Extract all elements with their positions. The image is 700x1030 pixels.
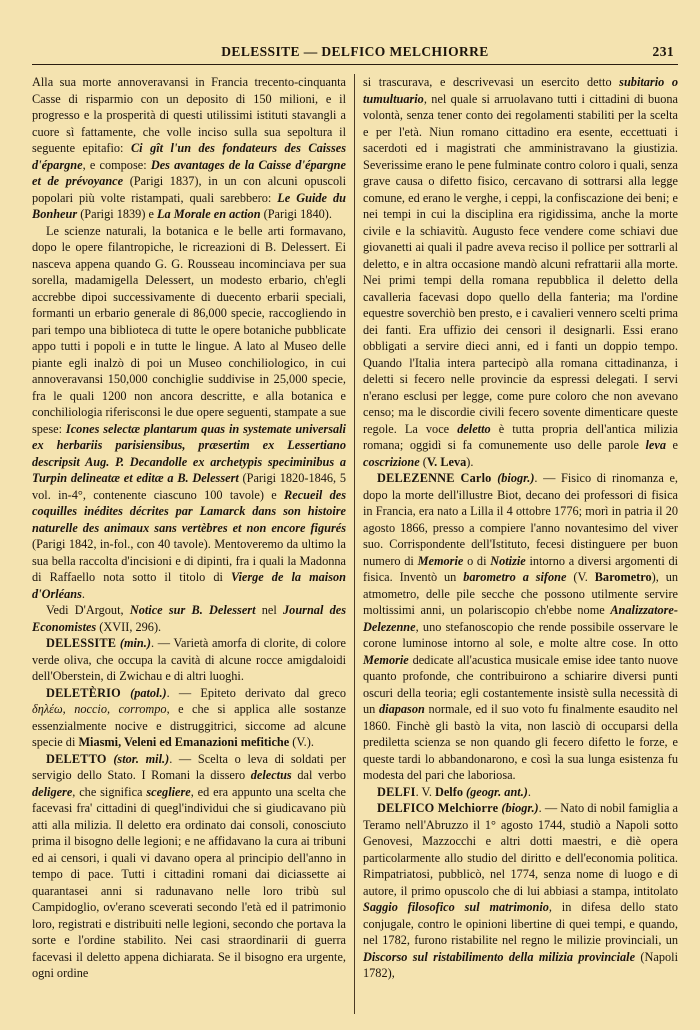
term: Notizie (490, 553, 526, 568)
text: ). (466, 454, 474, 469)
entry-deletto (32, 751, 346, 982)
book-title: Le Guide du Bonheur (32, 190, 346, 221)
term: barometro a sifone (463, 570, 567, 584)
entry-text: . — Nato di nobil famiglia a Teramo nell'Abruzzo il 1° agosto 1744, studiò a Napoli sotto Genovesi, Mazzocchi e altri dotti maestri, e diè opera particolarmente allo studio del diritto e dell'economia politica. Rimpatriatosi, pubblicò, nel 1774, senza nome di luogo e di autore, il primo opuscolo che di lui abbiasi a stampa, intitolato (363, 801, 678, 898)
text: (XVII, 296). (96, 619, 162, 634)
entry-deleterio (32, 685, 346, 751)
entry-category: (min.) (119, 636, 151, 650)
entry-text: . — Scelta o leva di soldati per servigio dello Stato. I Romani la dissero (32, 751, 346, 782)
term: Memorie (417, 553, 464, 568)
book-title: Recueil des coquilles inédites décrites par Lamarck dans son histoire naturelle des animaux sans vertèbres et non encore figurés (32, 487, 346, 535)
paragraph-savings-banks (32, 74, 346, 223)
term: coscrizione (363, 454, 420, 469)
book-title: La Morale en action (157, 207, 261, 221)
term: Analizzatore-Delezenne (363, 603, 678, 634)
entry-text: , e che si applica alle sostanze essenzialmente nocive e distruggitrici, siccome ad alcune specie di (32, 702, 347, 749)
page-number: 231 (652, 44, 674, 59)
text: (Parigi 1840). (260, 207, 332, 221)
text: , nel quale si arruolavano tutti i cittadini di buona volontà, senza tener conto dei regolamenti stabiliti per la scelta e per l'età. Niun romano cittadino era esente, eccettuati i sacerdoti ed i magistrati che amministravano la giustizia. Severissime erano le pene fulminate contro coloro i quali, senza grave causa o difetto fisico, cercavano di sottrarsi alla legge comune, ed erano le verghe, i ceppi, la confiscazione dei beni; e nei tempi in cui la disciplina era rigidissima, anche la morte civile e la schiavitù. Augusto fece vendere come schiavi due giovanetti ai quali il padre aveva reciso il pollice per sottrarli al deletto, e in altra occasione mandò alcuni refrattarii alla morte. Nei primi tempi della romana repubblica il deletto della cavalleria facevasi dopo quello della fanteria; ma l'ordine equestre soverchiò ben presto, e i cavalieri vennero scelti prima dei fanti. Era uffizio dei censori il designarli. Essi erano obbligati a servire dieci anni, ed i fanti un doppio tempo. Quando l'Italia intera partecipò alla romana cittadinanza, i deletti si fecero nelle provincie da espressi delegati. I servi n'erano esclusi per legge, come pure coloro che non avevano censo; ma le discordie civili fecero sovente dimenticare queste regole. La voce (363, 91, 678, 436)
entry-text: normale, ed il suo voto fu finalmente esaudito nel 1860. Finchè gli bastò la vita, non lasciò di occuparsi della prediletta scienza se non quando gli fecero difetto le forze, e queste tardi lo abbandonarono, e così la sua lunga esistenza fu modesta del pari che laboriosa. (363, 702, 678, 782)
cross-reference: Barometro (594, 570, 652, 584)
cross-reference: V. Leva (426, 454, 467, 469)
entry-text: , che significa (72, 784, 147, 799)
entry-text: ), un atmometro, delle pile secche che possono utilmente servire moltissimi anni, un polariscopio ch'ebbe nome (363, 570, 678, 617)
entry-text: intorno a diversi argomenti di fisica. Inventò un (363, 553, 678, 584)
book-title: Des avantages de la Caisse d'épargne et de prévoyance (32, 157, 346, 188)
entry-category: (biogr.) (497, 471, 535, 485)
left-column (32, 74, 355, 1014)
right-column (355, 74, 678, 1014)
entry-text: . — Varietà amorfa di clorite, di colore verde oliva, che occupa la cavità di alcune rocce amigdaloidi dell'Oberstein, di Zwichau e di altri luoghi. (32, 636, 346, 683)
text: (Parigi 1842, in-fol., con 40 tavole). Mentoveremo da ultimo la sua bella raccolta d'incisioni e di dipinti, fra i quali la Madonna di Raffaello nota sotto il titolo di (32, 537, 346, 584)
latin-term: scegliere (146, 784, 191, 799)
term: Memorie (363, 652, 409, 667)
journal-title: Journal des Economistes (32, 603, 346, 634)
greek-etymology: δηλέω, noccio, corrompo (32, 702, 167, 716)
entry-headword: DELETTO (46, 751, 107, 766)
entry-delfi (363, 784, 678, 801)
running-title: DELESSITE — DELFICO MELCHIORRE (221, 44, 489, 59)
text: e (665, 438, 678, 452)
latin-term: deligere (32, 784, 73, 799)
book-title: Icones selectæ plantarum quas in systemate universali ex herbariis parisiensibus, præsertim ex Lessertiano descripsit Aug. P. Decandolle ex archetypis speciminibus a Turpin delineatæ et editæ a B. Delessert (32, 421, 346, 485)
entry-text: (V. (566, 570, 595, 584)
paragraph-natural-sciences (32, 223, 346, 603)
text: ( (419, 454, 427, 469)
term: leva (645, 438, 666, 452)
entry-headword: DELFI (377, 784, 416, 799)
cross-reference: Miasmi, Veleni ed Emanazioni mefitiche (78, 735, 290, 749)
paragraph-reference (32, 602, 346, 635)
book-title: Discorso sul ristabilimento della milizia provinciale (363, 949, 636, 964)
text: (Parigi 1839) e (77, 207, 158, 221)
book-title: Notice sur B. Delessert (129, 603, 256, 617)
entry-text: o di (463, 553, 491, 568)
cross-reference: Delfo (434, 784, 463, 799)
entry-category: (geogr. ant.) (466, 784, 528, 799)
text: . (81, 586, 85, 601)
text: nel (255, 603, 284, 617)
entry-category: (patol.) (130, 685, 167, 700)
entry-text: . — Epiteto derivato dal greco (166, 685, 346, 700)
text: è tutta propria dell'antica milizia romana; oggidì si fa comunemente uso delle parole (363, 421, 678, 452)
text-columns (32, 74, 678, 1014)
entry-text: dal verbo (291, 768, 347, 782)
entry-text: . V. (415, 784, 435, 799)
text: Le scienze naturali, la botanica e le belle arti formavano, dopo le opere filantropiche, le ricreazioni di B. Delessert. Ei nasceva appena quando G. G. Rousseau incominciava per sua sorella, madamigella Delessert, un modesto erbario, ch'egli accrebbe dipoi successivamente di duecento erbarii speciali, formanti un erbario generale di 86,000 specie, raccogliendo in pari tempo una biblioteca di tutte le opere botaniche pubblicate appo tutti i popoli e in tutte le lingue. A lato al Museo delle piante egli inalzò di poi un Museo conchiliologico, in cui annoveravansi 150,000 conchiglie suddivise in 25,000 specie, fra le quali 1200 non ancora descritte, e alla botanica e conchiliologia riferisconsi le due opere seguenti, stampate a sue spese: (32, 223, 346, 436)
text: Vedi D'Argout, (46, 603, 130, 617)
entry-headword: DELETÈRIO (46, 685, 121, 700)
entry-text: , in difesa dello stato conjugale, contro le opinioni libertine di quei tempi, e quando, nel 1782, furono ristabilite nel regno le milizie provinciali, un (363, 900, 678, 947)
entry-text: . (527, 784, 531, 799)
entry-delfico (363, 800, 678, 982)
text: (Parigi 1820-1846, 5 vol. in-4°, contenente ciascuno 100 tavole) e (32, 471, 346, 502)
text: , e compose: (82, 157, 151, 172)
entry-headword: DELESSITE (46, 636, 117, 650)
entry-text: (Napoli 1782), (363, 949, 678, 980)
painting-title: Vierge de la maison d'Orléans (32, 570, 346, 601)
entry-category: (biogr.) (501, 801, 539, 815)
text: si trascurava, e descrivevasi un esercito detto (363, 75, 620, 89)
entry-headword: DELFICO Melchiorre (377, 801, 499, 815)
entry-text: (V.). (289, 735, 314, 749)
entry-text: dedicate all'acustica musicale emise idee tanto nuove quanto profonde, che contribuirono a schiarire diversi punti oscuri della teoria; egli costantemente insistè sulla necessità di un (363, 652, 678, 716)
page-header (32, 40, 678, 65)
term: deletto (457, 421, 491, 436)
book-title: Saggio filosofico sul matrimonio (363, 900, 549, 914)
term: subitario o tumultuario (363, 75, 678, 106)
entry-delessite (32, 635, 346, 685)
text: (Parigi 1837), in un con alcuni opuscoli popolari più volte ristampati, quali sarebbero: (32, 174, 346, 205)
entry-category: (stor. mil.) (113, 751, 170, 766)
entry-text: . — Fisico di rinomanza e, dopo la morte dell'illustre Biot, decano dei professori di fisica in Francia, era nato a Lilla il 4 ottobre 1776; morì in patria il 20 agosto 1866, presso a compiere l'anno novantesimo del viver suo. Corrispondente dell'Istituto, fecesi distinguere per buon numero di (363, 471, 678, 568)
entry-delezenne (363, 470, 678, 784)
epitaph: Ci gît l'un des fondateurs des Caisses d'épargne (32, 141, 346, 172)
term: diapason (379, 702, 425, 716)
entry-text: , ed era appunto una scelta che facevasi fra' cittadini di quegl'individui che si giudicavano più atti alla milizia. Il deletto era ordinato dai consoli, conosciuto prima il bisogno delle legioni; e ne affidavano la cura ai tribuni ed ai censori, i quali vi davano opera al principio dell'anno in tempo di pace. Tutti i cittadini romani dai diciassette ai quarantasei anni si radunavano nelle loro tribù sul Campidoglio, ov'erano sceverati secondo l'età ed il patrimonio loro, registrati e distribuiti nelle legioni, secondo che portava la sorte e l'ordine stabilito. Nei casi straordinarii di guerra facevasi il deletto appena dichiarata. Se il bisogno era urgente, ogni ordine (32, 784, 346, 980)
entry-headword: DELEZENNE Carlo (377, 471, 492, 485)
paragraph-deletto-continued (363, 74, 678, 470)
text: Alla sua morte annoveravansi in Francia trecento-cinquanta Casse di risparmio con un deposito di 150 milioni, e il progresso e la prosperità di questi utilissimi istituti stavangli a cuore sì fattamente, che volle inciso sulla sua sepoltura il seguente epitafio: (32, 75, 346, 155)
entry-text: , uno stefanoscopio che rende possibile osservare le corone luminose intorno al sole, e molte altre cose. In otto (363, 619, 678, 650)
latin-term: delectus (250, 768, 292, 782)
